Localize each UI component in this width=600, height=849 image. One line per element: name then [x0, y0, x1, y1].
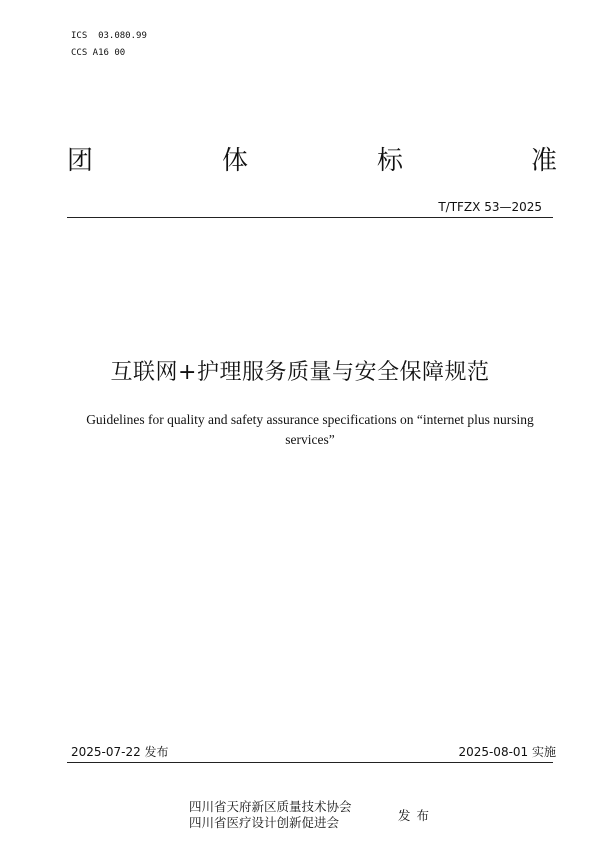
bottom-divider: [67, 762, 553, 763]
heading-char: 团: [67, 146, 94, 176]
issued-label: 发布: [398, 808, 436, 823]
top-divider: [67, 217, 553, 218]
ccs-code: CCS A16 00: [71, 48, 126, 58]
english-title: Guidelines for quality and safety assurance specifications on “internet plus nursing services”: [86, 412, 534, 447]
heading-char: 标: [377, 146, 404, 176]
implementation-date: 2025-08-01 实施: [458, 745, 556, 759]
ics-code: ICS 03.080.99: [71, 31, 147, 41]
heading-char: 体: [222, 146, 249, 176]
publisher-organization: 四川省医疗设计创新促进会: [189, 815, 340, 830]
chinese-title: 互联网+护理服务质量与安全保障规范: [110, 360, 490, 385]
heading-char: 准: [531, 146, 558, 176]
publisher-organization: 四川省天府新区质量技术协会: [189, 799, 352, 814]
standard-number: T/TFZX 53—2025: [438, 200, 542, 214]
publish-date: 2025-07-22 发布: [71, 745, 169, 759]
